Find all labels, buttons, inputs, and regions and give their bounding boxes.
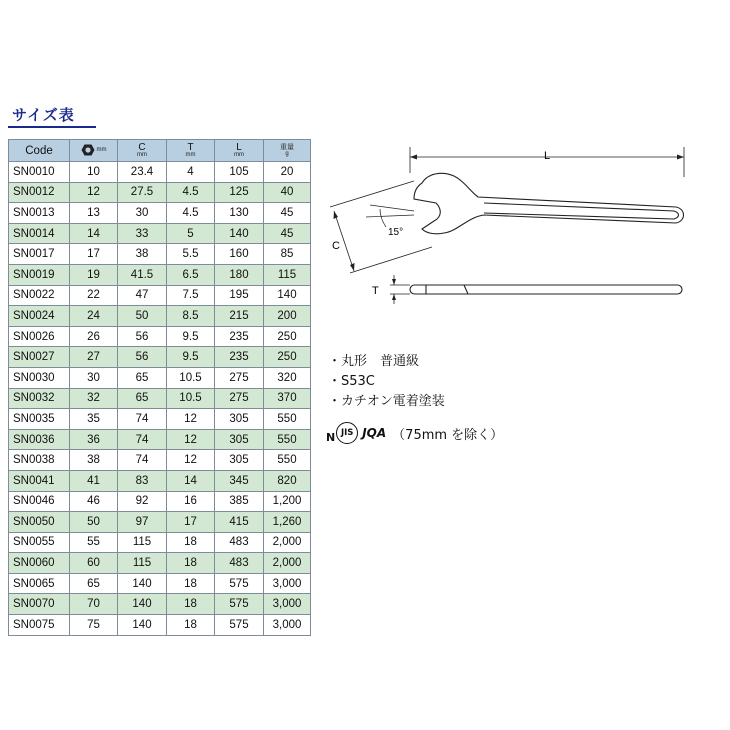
feature-item: ・丸形 普通級 (328, 354, 420, 369)
cell-t: 4.5 (167, 203, 215, 224)
cell-l: 575 (215, 573, 264, 594)
table-row (9, 532, 311, 553)
cell-c: 97 (118, 512, 167, 533)
cell-hex-size: 10 (70, 162, 118, 183)
cell-l: 345 (215, 470, 264, 491)
cell-weight: 1,200 (264, 491, 311, 512)
cell-code: SN0075 (9, 615, 70, 636)
cell-weight: 45 (264, 203, 311, 224)
cell-weight: 3,000 (264, 615, 311, 636)
cell-t: 18 (167, 594, 215, 615)
angle-label: 15° (388, 227, 404, 238)
cert-org: JQA (362, 426, 387, 440)
cell-hex-size: 17 (70, 244, 118, 265)
cell-code: SN0050 (9, 512, 70, 533)
cell-l: 415 (215, 512, 264, 533)
cell-c: 83 (118, 470, 167, 491)
table-row (9, 491, 311, 512)
cell-hex-size: 70 (70, 594, 118, 615)
table-row (9, 162, 311, 183)
cell-hex-size: 24 (70, 306, 118, 327)
cell-code: SN0030 (9, 367, 70, 388)
cell-t: 12 (167, 450, 215, 471)
wrench-diagram (318, 143, 698, 313)
cell-l: 215 (215, 306, 264, 327)
cell-l: 235 (215, 326, 264, 347)
cell-t: 4 (167, 162, 215, 183)
cell-code: SN0019 (9, 264, 70, 285)
cell-weight: 20 (264, 162, 311, 183)
header-weight: 重量 g (264, 140, 311, 162)
cell-code: SN0041 (9, 470, 70, 491)
cell-l: 180 (215, 264, 264, 285)
cell-code: SN0060 (9, 553, 70, 574)
wrench-top-view (414, 173, 684, 233)
cell-code: SN0046 (9, 491, 70, 512)
cell-hex-size: 41 (70, 470, 118, 491)
table-row (9, 306, 311, 327)
cell-c: 140 (118, 594, 167, 615)
cell-code: SN0055 (9, 532, 70, 553)
cell-hex-size: 30 (70, 367, 118, 388)
header-c: C mm (118, 140, 167, 162)
cell-weight: 140 (264, 285, 311, 306)
cell-t: 6.5 (167, 264, 215, 285)
header-l: L mm (215, 140, 264, 162)
table-row (9, 347, 311, 368)
cell-t: 18 (167, 553, 215, 574)
table-row (9, 553, 311, 574)
cell-c: 65 (118, 367, 167, 388)
cell-c: 115 (118, 532, 167, 553)
cell-t: 14 (167, 470, 215, 491)
cell-weight: 250 (264, 347, 311, 368)
cell-l: 575 (215, 615, 264, 636)
cell-l: 105 (215, 162, 264, 183)
table-body (9, 162, 311, 636)
cell-weight: 320 (264, 367, 311, 388)
cell-hex-size: 35 (70, 409, 118, 430)
cell-c: 74 (118, 409, 167, 430)
cell-hex-size: 14 (70, 223, 118, 244)
cell-t: 9.5 (167, 347, 215, 368)
cell-t: 17 (167, 512, 215, 533)
table-row (9, 285, 311, 306)
cell-c: 65 (118, 388, 167, 409)
cell-l: 575 (215, 594, 264, 615)
cell-hex-size: 32 (70, 388, 118, 409)
cert-prefix: N (326, 430, 336, 444)
cell-weight: 85 (264, 244, 311, 265)
cell-c: 41.5 (118, 264, 167, 285)
cell-t: 5.5 (167, 244, 215, 265)
table-row (9, 615, 311, 636)
cell-code: SN0022 (9, 285, 70, 306)
dimension-label-t: T (372, 285, 379, 297)
cell-hex-size: 22 (70, 285, 118, 306)
cell-c: 47 (118, 285, 167, 306)
cell-t: 18 (167, 615, 215, 636)
cell-hex-size: 38 (70, 450, 118, 471)
cell-code: SN0024 (9, 306, 70, 327)
cell-c: 92 (118, 491, 167, 512)
cell-code: SN0065 (9, 573, 70, 594)
cell-t: 9.5 (167, 326, 215, 347)
cell-t: 4.5 (167, 182, 215, 203)
cell-l: 483 (215, 553, 264, 574)
table-row (9, 203, 311, 224)
cell-c: 74 (118, 450, 167, 471)
cell-hex-size: 65 (70, 573, 118, 594)
cert-note: （75mm を除く） (392, 427, 504, 443)
cell-hex-size: 46 (70, 491, 118, 512)
cell-weight: 370 (264, 388, 311, 409)
table-header-row (9, 140, 311, 162)
cell-l: 305 (215, 409, 264, 430)
cell-l: 235 (215, 347, 264, 368)
cell-weight: 3,000 (264, 594, 311, 615)
table-row (9, 326, 311, 347)
cell-hex-size: 12 (70, 182, 118, 203)
cell-t: 10.5 (167, 367, 215, 388)
cell-t: 10.5 (167, 388, 215, 409)
cell-weight: 550 (264, 409, 311, 430)
table-row (9, 512, 311, 533)
cell-l: 305 (215, 450, 264, 471)
cell-c: 115 (118, 553, 167, 574)
cell-code: SN0014 (9, 223, 70, 244)
cell-weight: 250 (264, 326, 311, 347)
cell-t: 7.5 (167, 285, 215, 306)
cell-hex-size: 26 (70, 326, 118, 347)
cell-weight: 40 (264, 182, 311, 203)
cell-c: 74 (118, 429, 167, 450)
dimension-label-c: C (332, 240, 340, 252)
cell-c: 56 (118, 347, 167, 368)
table-row (9, 244, 311, 265)
cell-c: 27.5 (118, 182, 167, 203)
table-row (9, 223, 311, 244)
header-hex-unit: mm (96, 146, 107, 153)
cell-weight: 550 (264, 450, 311, 471)
cell-t: 8.5 (167, 306, 215, 327)
certification (326, 422, 503, 444)
feature-list (328, 352, 445, 412)
cell-hex-size: 13 (70, 203, 118, 224)
cell-hex-size: 19 (70, 264, 118, 285)
cell-code: SN0027 (9, 347, 70, 368)
cell-hex-size: 75 (70, 615, 118, 636)
cell-weight: 3,000 (264, 573, 311, 594)
cell-hex-size: 60 (70, 553, 118, 574)
jis-mark-icon: JIS (336, 422, 358, 444)
cell-t: 12 (167, 429, 215, 450)
cell-l: 275 (215, 367, 264, 388)
cell-weight: 200 (264, 306, 311, 327)
table-row (9, 470, 311, 491)
cell-weight: 820 (264, 470, 311, 491)
table-row (9, 264, 311, 285)
cell-t: 12 (167, 409, 215, 430)
hex-nut-icon (81, 144, 95, 156)
cell-code: SN0036 (9, 429, 70, 450)
table-row (9, 182, 311, 203)
cell-code: SN0012 (9, 182, 70, 203)
cell-weight: 115 (264, 264, 311, 285)
table-row (9, 367, 311, 388)
cell-l: 195 (215, 285, 264, 306)
cell-l: 385 (215, 491, 264, 512)
cell-c: 56 (118, 326, 167, 347)
cell-code: SN0013 (9, 203, 70, 224)
table-row (9, 429, 311, 450)
cell-c: 33 (118, 223, 167, 244)
cell-hex-size: 36 (70, 429, 118, 450)
cell-c: 23.4 (118, 162, 167, 183)
cell-code: SN0017 (9, 244, 70, 265)
cell-t: 5 (167, 223, 215, 244)
section-title-underline (8, 126, 96, 128)
cell-code: SN0032 (9, 388, 70, 409)
cell-weight: 45 (264, 223, 311, 244)
cell-weight: 1,260 (264, 512, 311, 533)
cell-weight: 550 (264, 429, 311, 450)
cell-code: SN0010 (9, 162, 70, 183)
cell-l: 483 (215, 532, 264, 553)
cell-t: 18 (167, 532, 215, 553)
cell-l: 140 (215, 223, 264, 244)
cell-c: 30 (118, 203, 167, 224)
cell-t: 18 (167, 573, 215, 594)
header-t: T mm (167, 140, 215, 162)
cell-l: 130 (215, 203, 264, 224)
cell-code: SN0026 (9, 326, 70, 347)
size-table (8, 139, 311, 636)
dimension-label-l: L (543, 150, 551, 162)
cell-c: 140 (118, 615, 167, 636)
header-hex-size (70, 140, 118, 162)
feature-item: ・カチオン電着塗装 (328, 394, 445, 409)
table-row (9, 573, 311, 594)
table-row (9, 594, 311, 615)
cell-c: 38 (118, 244, 167, 265)
header-code: Code (9, 140, 70, 162)
cell-l: 160 (215, 244, 264, 265)
table-row (9, 450, 311, 471)
feature-item: ・S53C (328, 374, 375, 389)
cell-code: SN0038 (9, 450, 70, 471)
cell-hex-size: 50 (70, 512, 118, 533)
wrench-side-view (410, 285, 682, 294)
cell-c: 140 (118, 573, 167, 594)
table-row (9, 409, 311, 430)
section-title: サイズ表 (12, 106, 75, 124)
cell-l: 305 (215, 429, 264, 450)
cell-hex-size: 27 (70, 347, 118, 368)
cell-code: SN0070 (9, 594, 70, 615)
cell-weight: 2,000 (264, 553, 311, 574)
cell-c: 50 (118, 306, 167, 327)
cell-l: 275 (215, 388, 264, 409)
cell-hex-size: 55 (70, 532, 118, 553)
cell-code: SN0035 (9, 409, 70, 430)
cell-weight: 2,000 (264, 532, 311, 553)
cell-l: 125 (215, 182, 264, 203)
cell-t: 16 (167, 491, 215, 512)
table-row (9, 388, 311, 409)
